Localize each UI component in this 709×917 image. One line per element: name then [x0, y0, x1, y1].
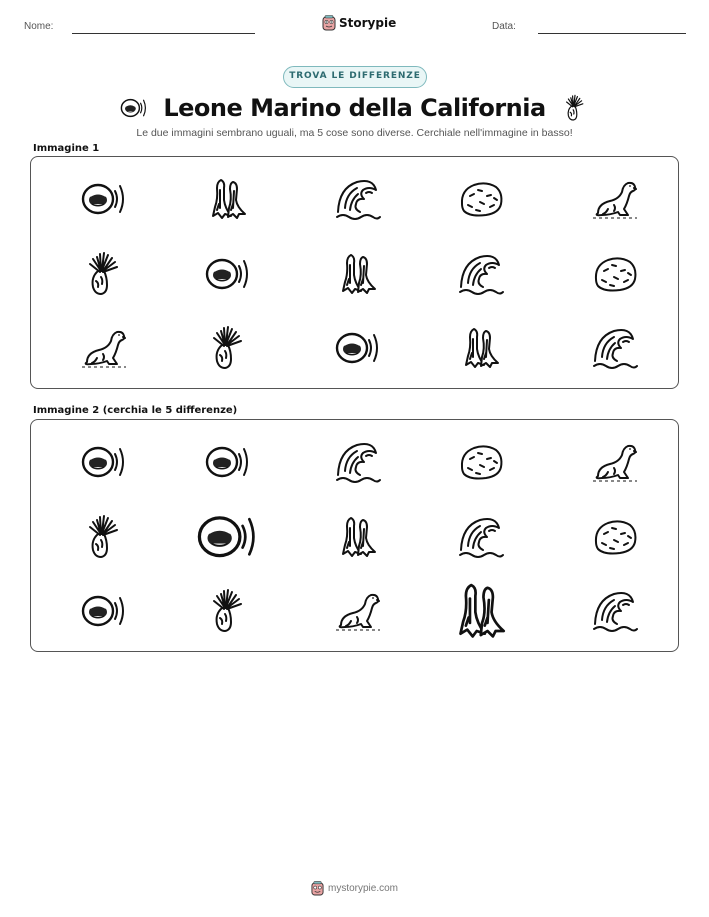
instructions: Le due immagini sembrano uguali, ma 5 cose sono diverse. Cerchiale nell'immagine in basso!: [136, 127, 573, 139]
flippers-icon[interactable]: [333, 512, 383, 562]
sound-icon[interactable]: [79, 586, 129, 636]
title-anemone-icon: [560, 93, 590, 123]
name-label: Nome:: [24, 21, 54, 32]
rock-icon[interactable]: [590, 512, 640, 562]
wave-icon[interactable]: [333, 437, 383, 487]
title-sound-icon: [119, 93, 149, 123]
page-title: Leone Marino della California: [163, 94, 546, 122]
sound-icon[interactable]: [79, 437, 129, 487]
wave-icon[interactable]: [456, 512, 506, 562]
rock-icon: [456, 174, 506, 224]
flippers-icon: [333, 249, 383, 299]
sealion-icon[interactable]: [333, 586, 383, 636]
anemone-icon[interactable]: [203, 586, 253, 636]
activity-badge: TROVA LE DIFFERENZE: [283, 66, 427, 88]
footer-url: mystorypie.com: [327, 882, 398, 894]
wave-icon: [590, 323, 640, 373]
rock-icon: [590, 249, 640, 299]
storypie-logo-icon: [322, 15, 336, 31]
flippers-icon[interactable]: [447, 577, 515, 645]
sound-icon: [79, 174, 129, 224]
anemone-icon[interactable]: [79, 512, 129, 562]
wave-icon: [456, 249, 506, 299]
panel1-label: Immagine 1: [33, 143, 100, 154]
date-label: Data:: [492, 21, 516, 32]
image-1-panel: [30, 156, 679, 389]
rock-icon[interactable]: [456, 437, 506, 487]
panel2-label: Immagine 2 (cerchia le 5 differenze): [33, 405, 238, 416]
flippers-icon: [203, 174, 253, 224]
sealion-icon: [79, 323, 129, 373]
name-line[interactable]: [72, 33, 255, 34]
sealion-icon: [590, 174, 640, 224]
image-2-panel[interactable]: [30, 419, 679, 652]
anemone-icon: [79, 249, 129, 299]
sound-icon[interactable]: [203, 437, 253, 487]
anemone-icon: [203, 323, 253, 373]
wave-icon[interactable]: [590, 586, 640, 636]
brand-name: Storypie: [339, 16, 397, 30]
wave-icon: [333, 174, 383, 224]
date-line[interactable]: [538, 33, 686, 34]
sealion-icon[interactable]: [590, 437, 640, 487]
sound-icon: [203, 249, 253, 299]
storypie-logo-icon: [311, 881, 324, 896]
title-row: [0, 90, 709, 126]
sound-icon: [333, 323, 383, 373]
flippers-icon: [456, 323, 506, 373]
sound-icon[interactable]: [194, 503, 262, 571]
footer: [0, 878, 709, 898]
brand: [322, 13, 396, 33]
